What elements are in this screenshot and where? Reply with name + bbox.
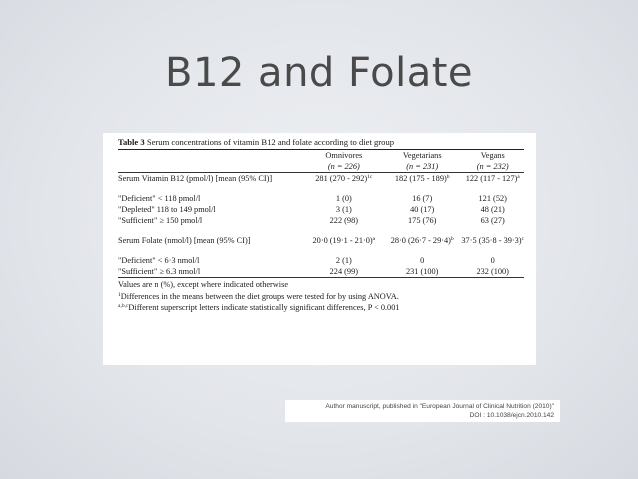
- cell-value: 16 (7): [412, 194, 433, 203]
- subheader-vegetarians: (n = 231): [406, 162, 439, 171]
- header-vegans: Vegans: [480, 151, 505, 160]
- header-omnivores: Omnivores: [325, 151, 363, 160]
- cell-value: 122 (117 - 127)$^a$: [465, 174, 520, 183]
- cell-value: 28·0 $(26\cdot 7 - 29\cdot 4)^b$: [390, 236, 454, 245]
- row-label: Serum Folate (nmol/l) [mean (95% CI)]: [118, 236, 251, 245]
- cell-value: 1 (0): [335, 194, 352, 203]
- footnote-2: $^{a,b,c}$Different superscript letters indicate statistically significant differences, P < 0.001: [118, 303, 400, 312]
- table-caption-number: Table 3: [118, 137, 145, 147]
- footnote-values: Values are n (%), except where indicated otherwise: [118, 280, 289, 289]
- cell-value: 48 (21): [480, 205, 505, 214]
- table-row: [118, 255, 524, 266]
- attribution-line-1: Author manuscript, published in "European Journal of Clinical Nutrition (2010)": [325, 403, 554, 410]
- cell-value: 281 (270 - 292)$^{1c}$: [315, 174, 373, 183]
- cell-value: 232 (100): [476, 267, 509, 276]
- table-bottom-rule: [118, 277, 524, 278]
- attribution-box: [285, 400, 560, 422]
- row-label: "Deficient" < 118 pmol/l: [118, 194, 201, 203]
- row-label: "Depleted" 118 to 149 pmol/l: [118, 205, 216, 214]
- table-caption: [118, 136, 524, 148]
- table-header-row: [118, 150, 524, 161]
- cell-value: 37·5 $(35\cdot 8 - 39\cdot 3)^c$: [461, 236, 524, 245]
- footnote-1: $^1$Differences in the means between the diet groups were tested for by using ANOVA.: [118, 291, 399, 301]
- cell-value: 224 (99): [329, 267, 358, 276]
- table-footnotes: [118, 279, 524, 314]
- cell-value: 40 (17): [410, 205, 435, 214]
- table-row: [118, 173, 524, 184]
- cell-value: 0: [490, 256, 495, 265]
- cell-value: 2 (1): [335, 256, 352, 265]
- cell-value: 63 (27): [480, 216, 505, 225]
- cell-value: 222 (98): [329, 216, 358, 225]
- slide-title: B12 and Folate: [165, 50, 473, 96]
- cell-value: 121 (52): [478, 194, 507, 203]
- table-image: [103, 133, 536, 365]
- cell-value: 182 (175 - 189)$^b$: [394, 174, 450, 183]
- table-row: [118, 266, 524, 277]
- row-label: "Deficient" < 6·3 nmol/l: [118, 256, 200, 265]
- table-row: [118, 193, 524, 204]
- row-label: "Sufficient" ≥ 150 pmol/l: [118, 216, 203, 225]
- subheader-omnivores: (n = 226): [327, 162, 360, 171]
- table-row: [118, 215, 524, 226]
- subheader-vegans: (n = 232): [476, 162, 509, 171]
- table-caption-text: Serum concentrations of vitamin B12 and folate according to diet group: [144, 137, 395, 147]
- table-row: [118, 235, 524, 246]
- cell-value: 231 (100): [405, 267, 439, 276]
- row-label: Serum Vitamin B12 (pmol/l) [mean (95% CI)]: [118, 174, 273, 183]
- data-table: [118, 150, 524, 277]
- cell-value: 175 (76): [408, 216, 437, 225]
- header-vegetarians: Vegetarians: [402, 151, 442, 160]
- row-label: "Sufficient" ≥ 6.3 nmol/l: [118, 267, 201, 276]
- attribution-line-2: DOI : 10.1038/ejcn.2010.142: [469, 411, 554, 419]
- table-row: [118, 204, 524, 215]
- cell-value: 3 (1): [335, 205, 352, 214]
- cell-value: 0: [420, 256, 425, 265]
- table-subheader-row: [118, 161, 524, 172]
- cell-value: 20·0 $(19\cdot 1 - 21\cdot 0)^a$: [312, 236, 376, 245]
